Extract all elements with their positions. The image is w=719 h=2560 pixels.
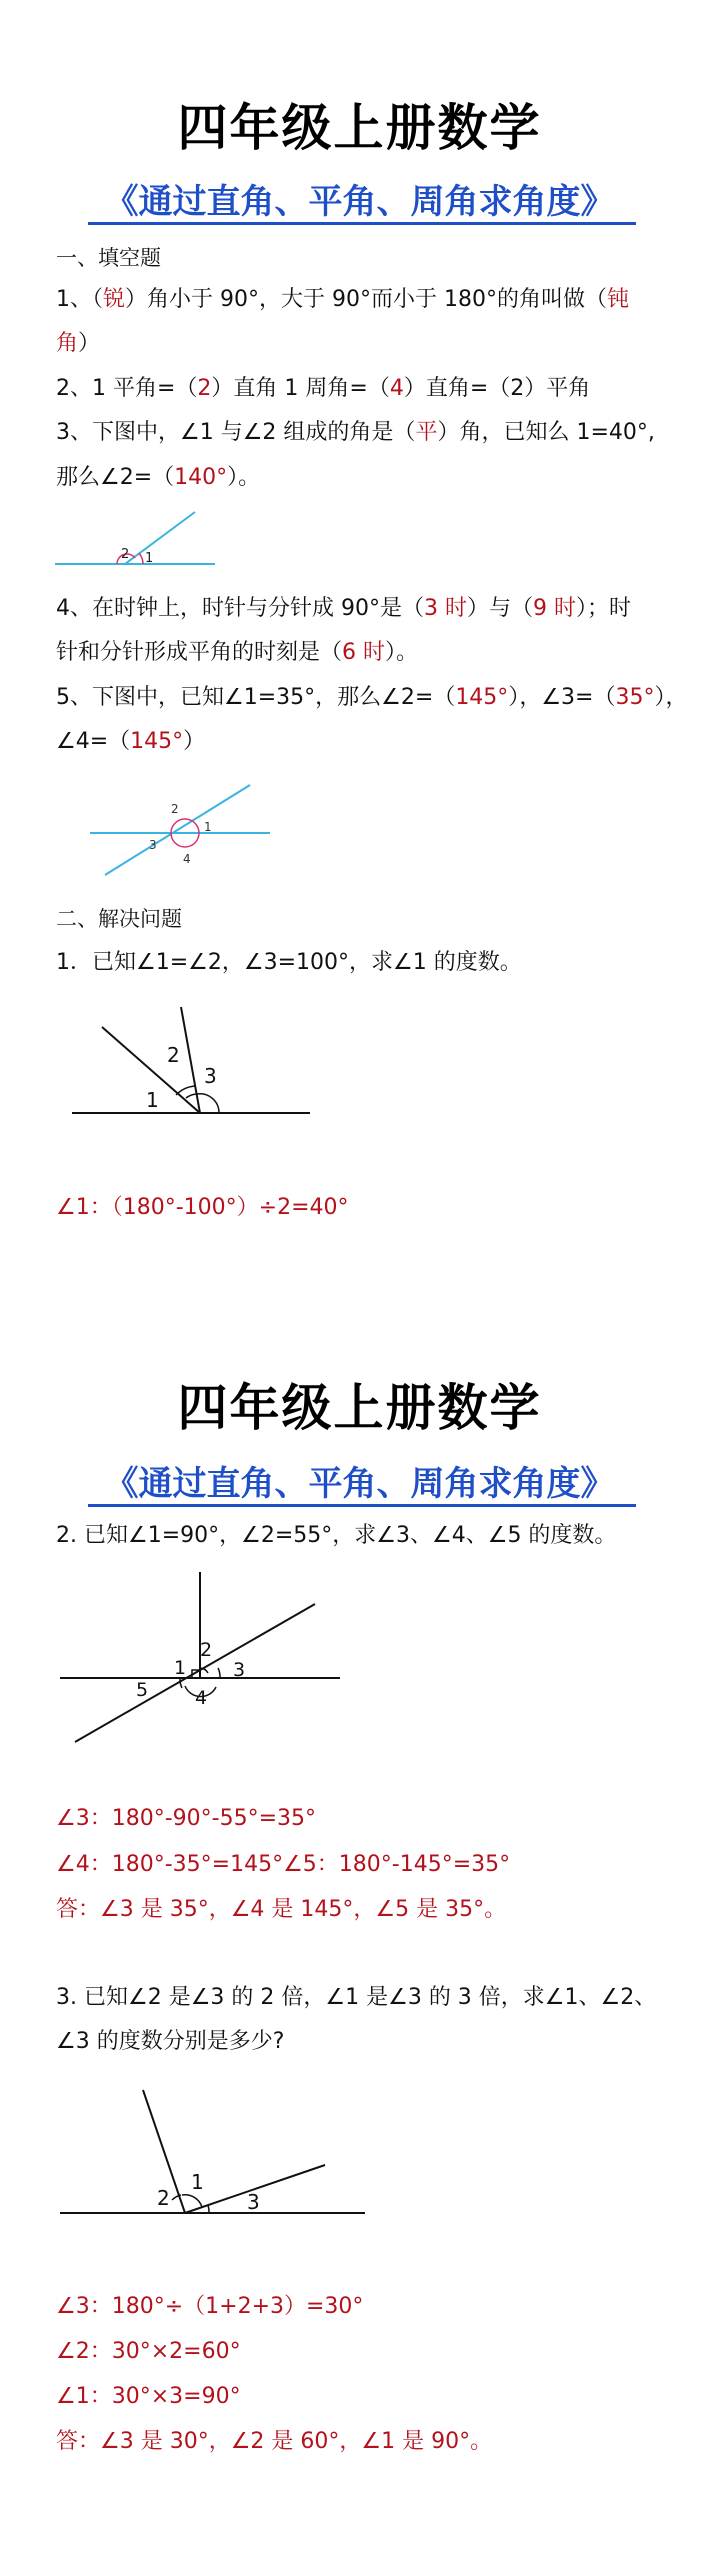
fig-label-3: 3 bbox=[233, 1659, 246, 1681]
problem-3-figure bbox=[55, 2085, 375, 2215]
fig-label-5: 5 bbox=[136, 1679, 149, 1701]
problem-2-answer-3: 答：∠3 是 35°，∠4 是 145°，∠5 是 35°。 bbox=[56, 1897, 507, 1922]
problem-2: 2. 已知∠1=90°，∠2=55°，求∠3、∠4、∠5 的度数。 bbox=[56, 1523, 617, 1548]
answer-obtuse: 钝 bbox=[606, 287, 629, 312]
fig-label-3: 3 bbox=[149, 838, 157, 852]
question-5-line-2: ∠4=（145°） bbox=[56, 729, 206, 754]
question-4-line-2: 针和分针形成平角的时刻是（6 时）。 bbox=[56, 640, 419, 665]
fig-label-2: 2 bbox=[167, 1043, 180, 1067]
fig-label-2: 2 bbox=[157, 2186, 170, 2210]
subtitle-underline bbox=[88, 222, 636, 225]
question-3-figure bbox=[55, 510, 225, 570]
section-heading-fill-blank: 一、填空题 bbox=[56, 246, 161, 270]
question-1-line-2: 角） bbox=[56, 331, 101, 356]
fig-label-2: 2 bbox=[171, 802, 179, 816]
fig-label-2: 2 bbox=[121, 547, 130, 562]
fig-label-3: 3 bbox=[204, 1064, 217, 1088]
subtitle-underline bbox=[88, 1504, 636, 1507]
fig-label-1: 1 bbox=[174, 1657, 187, 1679]
problem-1-figure bbox=[60, 995, 320, 1135]
fig-label-2: 2 bbox=[200, 1639, 213, 1661]
fig-label-4: 4 bbox=[195, 1687, 208, 1709]
problem-3-answer-1: ∠3：180°÷（1+2+3）=30° bbox=[56, 2294, 364, 2319]
section-heading-solve: 二、解决问题 bbox=[56, 907, 182, 931]
fig-label-1: 1 bbox=[145, 551, 154, 566]
question-5-line-1: 5、下图中，已知∠1=35°，那么∠2=（145°），∠3=（35°）， bbox=[56, 685, 688, 710]
fig-label-1: 1 bbox=[146, 1088, 159, 1112]
problem-2-figure bbox=[55, 1570, 355, 1750]
page-subtitle: 《通过直角、平角、周角求角度》 bbox=[104, 182, 615, 222]
page-subtitle: 《通过直角、平角、周角求角度》 bbox=[104, 1464, 615, 1504]
problem-3-answer-4: 答：∠3 是 30°，∠2 是 60°，∠1 是 90°。 bbox=[56, 2429, 493, 2454]
problem-2-answer-2: ∠4：180°-35°=145°∠5：180°-145°=35° bbox=[56, 1852, 511, 1877]
problem-3-line-2: ∠3 的度数分别是多少? bbox=[56, 2029, 285, 2054]
question-3-line-1: 3、下图中，∠1 与∠2 组成的角是（平）角，已知么 1=40°, bbox=[56, 420, 655, 445]
question-4-line-1: 4、在时钟上，时针与分针成 90°是（3 时）与（9 时）；时 bbox=[56, 596, 632, 621]
question-2: 2、1 平角=（2）直角 1 周角=（4）直角=（2）平角 bbox=[56, 376, 591, 401]
question-1-line-1: 1、（锐）角小于 90°，大于 90°而小于 180°的角叫做（钝 bbox=[56, 287, 629, 312]
problem-1: 1．已知∠1=∠2，∠3=100°，求∠1 的度数。 bbox=[56, 950, 522, 975]
page-title: 四年级上册数学 bbox=[177, 99, 542, 157]
problem-3-answer-2: ∠2：30°×2=60° bbox=[56, 2339, 241, 2364]
problem-1-answer: ∠1：（180°-100°）÷2=40° bbox=[56, 1195, 349, 1220]
question-5-figure bbox=[85, 775, 275, 885]
fig-label-4: 4 bbox=[183, 852, 191, 866]
fig-label-1: 1 bbox=[191, 2170, 204, 2194]
fig-label-1: 1 bbox=[204, 820, 212, 834]
question-3-line-2: 那么∠2=（140°）。 bbox=[56, 465, 261, 490]
fig-label-3: 3 bbox=[247, 2190, 260, 2214]
answer-acute: 锐 bbox=[103, 287, 126, 312]
problem-3-line-1: 3. 已知∠2 是∠3 的 2 倍，∠1 是∠3 的 3 倍，求∠1、∠2、 bbox=[56, 1985, 657, 2010]
page-title: 四年级上册数学 bbox=[177, 1379, 542, 1437]
problem-3-answer-3: ∠1：30°×3=90° bbox=[56, 2384, 241, 2409]
problem-2-answer-1: ∠3：180°-90°-55°=35° bbox=[56, 1806, 317, 1831]
